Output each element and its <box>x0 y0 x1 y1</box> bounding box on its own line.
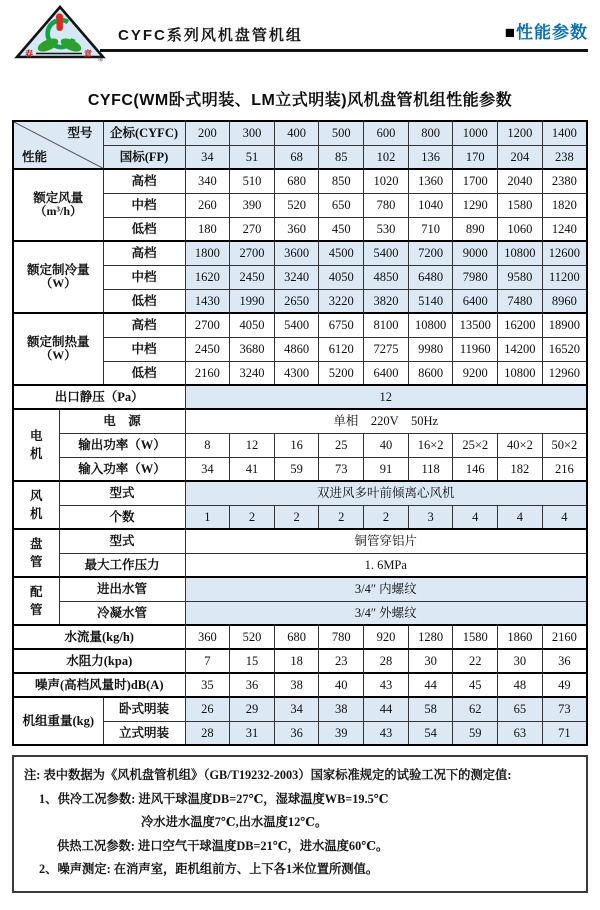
cell-value: 2650 <box>274 289 319 313</box>
cell-value: 118 <box>408 457 453 481</box>
cell-value: 146 <box>453 457 498 481</box>
cell-value: 1820 <box>542 193 587 217</box>
table-row <box>13 457 587 481</box>
cell-value: 680 <box>274 625 319 649</box>
cell-value: 10800 <box>498 361 543 385</box>
row-label: 中档 <box>103 337 185 361</box>
cell-value: 4 <box>498 505 543 529</box>
cell-value: 40 <box>364 433 409 457</box>
cell-value: 4860 <box>274 337 319 361</box>
cell-value: 920 <box>364 625 409 649</box>
cell-value: 260 <box>185 193 230 217</box>
cell-value: 2 <box>319 505 364 529</box>
cell-value: 7980 <box>453 265 498 289</box>
cell-value: 1360 <box>408 169 453 193</box>
footnote-line: 冷水进水温度7℃,出水温度12℃。 <box>141 815 328 829</box>
cell-value: 7 <box>185 649 230 673</box>
cell-value: 4300 <box>274 361 319 385</box>
cell-value: 44 <box>408 673 453 697</box>
cell-value: 710 <box>408 217 453 241</box>
cell-value: 71 <box>542 721 587 745</box>
cell-value: 51 <box>230 145 275 169</box>
cell-value: 10800 <box>498 241 543 265</box>
cell-value: 6750 <box>319 313 364 337</box>
cell-value: 12960 <box>542 361 587 385</box>
cell-value: 49 <box>542 673 587 697</box>
row-label: 噪声(高档风量时)dB(A) <box>13 673 185 697</box>
cell-value: 1800 <box>185 241 230 265</box>
cell-value: 16 <box>274 433 319 457</box>
row-label: 低档 <box>103 361 185 385</box>
svg-text:意: 意 <box>84 49 92 59</box>
cell-value: 136 <box>408 145 453 169</box>
cell-value: 2160 <box>542 625 587 649</box>
cell-value: 43 <box>364 721 409 745</box>
group-label: 风 机 <box>13 481 59 529</box>
cell-value: 1040 <box>408 193 453 217</box>
cell-value: 204 <box>498 145 543 169</box>
cell-value: 13500 <box>453 313 498 337</box>
corner-bottom-label: 性能 <box>22 149 48 164</box>
cell-value: 31 <box>230 721 275 745</box>
group-label: 电 机 <box>13 409 59 481</box>
cell-value: 510 <box>230 169 275 193</box>
cell-value: 11960 <box>453 337 498 361</box>
svg-text:®: ® <box>98 56 104 63</box>
cell-value: 73 <box>319 457 364 481</box>
cell-value: 850 <box>319 169 364 193</box>
cell-value: 1060 <box>498 217 543 241</box>
cell-value: 3240 <box>274 265 319 289</box>
cell-value: 16520 <box>542 337 587 361</box>
cell-value: 2040 <box>498 169 543 193</box>
group-label: 额定制冷量 （W） <box>13 241 103 313</box>
row-label: 个数 <box>59 505 185 529</box>
cell-value: 216 <box>542 457 587 481</box>
cell-value: 12 <box>230 433 275 457</box>
cell-value: 62 <box>453 697 498 721</box>
row-label: 低档 <box>103 217 185 241</box>
cell-value: 43 <box>364 673 409 697</box>
cell-value: 36 <box>274 721 319 745</box>
cell-value: 102 <box>364 145 409 169</box>
cell-value: 9000 <box>453 241 498 265</box>
cell-value: 38 <box>319 697 364 721</box>
cell-value: 34 <box>185 457 230 481</box>
cell-value: 40×2 <box>498 433 543 457</box>
cell-value: 450 <box>319 217 364 241</box>
cell-value: 520 <box>274 193 319 217</box>
cell-value: 1990 <box>230 289 275 313</box>
cell-value: 36 <box>542 649 587 673</box>
cell-value: 1290 <box>453 193 498 217</box>
row-label: 企标(CYFC) <box>103 121 185 145</box>
cell-value: 9580 <box>498 265 543 289</box>
row-label: 输出功率（W） <box>59 433 185 457</box>
cell-value: 1000 <box>453 121 498 145</box>
cell-value: 7275 <box>364 337 409 361</box>
cell-value: 9200 <box>453 361 498 385</box>
cell-value: 6400 <box>453 289 498 313</box>
cell-value: 650 <box>319 193 364 217</box>
cell-value: 8960 <box>542 289 587 313</box>
footnote-line: 供热工况参数: 进口空气干球温度DB=21℃，进水温度60℃。 <box>57 838 389 853</box>
row-label: 水阻力(kpa) <box>13 649 185 673</box>
cell-value: 3820 <box>364 289 409 313</box>
cell-value: 39 <box>319 721 364 745</box>
table-row <box>13 601 587 625</box>
page-title: CYFC(WM卧式明装、LM立式明装)风机盘管机组性能参数 <box>87 92 513 109</box>
cell-value: 1700 <box>453 169 498 193</box>
cell-value: 26 <box>185 697 230 721</box>
cell-value: 48 <box>498 673 543 697</box>
table-row <box>13 169 587 193</box>
cell-value: 890 <box>453 217 498 241</box>
cell-value: 28 <box>185 721 230 745</box>
cell-value: 2700 <box>185 313 230 337</box>
brand-title: CYFC系列风机盘管机组 <box>118 27 303 44</box>
cell-value: 25 <box>319 433 364 457</box>
cell-value: 1620 <box>185 265 230 289</box>
footnote-intro: 注: 表中数据为《风机盘管机组》（GB/T19232-2003）国家标准规定的试验工况下的测定值: <box>24 768 512 782</box>
cell-value: 59 <box>274 457 319 481</box>
cell-value: 680 <box>274 169 319 193</box>
cell-value: 16×2 <box>408 433 453 457</box>
section-tag-label: 性能参数 <box>516 23 588 42</box>
cell-value: 6480 <box>408 265 453 289</box>
cell-value: 30 <box>498 649 543 673</box>
cell-value: 2160 <box>185 361 230 385</box>
cell-value: 9980 <box>408 337 453 361</box>
cell-value: 4050 <box>230 313 275 337</box>
cell-value: 3 <box>408 505 453 529</box>
cell-value: 3220 <box>319 289 364 313</box>
cell-value: 18 <box>274 649 319 673</box>
cell-value: 58 <box>408 697 453 721</box>
cell-value: 12600 <box>542 241 587 265</box>
table-row <box>13 673 587 697</box>
cell-value: 6120 <box>319 337 364 361</box>
square-bullet-icon: ■ <box>504 23 516 42</box>
footnote-box <box>12 755 588 893</box>
row-label: 国标(FP) <box>103 145 185 169</box>
cell-value: 1860 <box>498 625 543 649</box>
row-label: 进出水管 <box>59 577 185 601</box>
cell-value: 18900 <box>542 313 587 337</box>
cell-value: 12 <box>185 385 587 409</box>
group-label: 机组重量(kg) <box>13 697 103 745</box>
row-label: 立式明装 <box>103 721 185 745</box>
cell-value: 5140 <box>408 289 453 313</box>
cell-value: 270 <box>230 217 275 241</box>
table-row <box>13 121 587 145</box>
cell-value: 800 <box>408 121 453 145</box>
brand-logo-icon <box>14 5 106 68</box>
footnote-line: 1、供冷工况参数: 进风干球温度DB=27℃，湿球温度WB=19.5℃ <box>39 791 389 806</box>
cell-value: 3/4″ 内螺纹 <box>185 577 587 601</box>
table-row <box>13 577 587 601</box>
cell-value: 2 <box>230 505 275 529</box>
cell-value: 22 <box>453 649 498 673</box>
cell-value: 4500 <box>319 241 364 265</box>
cell-value: 1240 <box>542 217 587 241</box>
cell-value: 5400 <box>274 313 319 337</box>
cell-value: 1400 <box>542 121 587 145</box>
cell-value: 68 <box>274 145 319 169</box>
cell-value: 38 <box>274 673 319 697</box>
cell-value: 59 <box>453 721 498 745</box>
cell-value: 23 <box>319 649 364 673</box>
table-row <box>13 409 587 433</box>
group-label: 额定风量 （m³/h） <box>13 169 103 241</box>
cell-value: 40 <box>319 673 364 697</box>
cell-value: 2450 <box>230 265 275 289</box>
cell-value: 34 <box>274 697 319 721</box>
group-label: 额定制热量 （W） <box>13 313 103 385</box>
cell-value: 3/4″ 外螺纹 <box>185 601 587 625</box>
corner-top-label: 型号 <box>67 126 93 140</box>
cell-value: 15 <box>230 649 275 673</box>
cell-value: 6400 <box>364 361 409 385</box>
cell-value: 4050 <box>319 265 364 289</box>
section-tag <box>505 18 588 43</box>
cell-value: 3240 <box>230 361 275 385</box>
cell-value: 50×2 <box>542 433 587 457</box>
row-label: 高档 <box>103 241 185 265</box>
cell-value: 1280 <box>408 625 453 649</box>
group-label: 配 管 <box>13 577 59 625</box>
cell-value: 600 <box>364 121 409 145</box>
cell-value: 单相 220V 50Hz <box>185 409 587 433</box>
cell-value: 5400 <box>364 241 409 265</box>
cell-value: 238 <box>542 145 587 169</box>
cell-value: 7480 <box>498 289 543 313</box>
cell-value: 2 <box>364 505 409 529</box>
row-label: 卧式明装 <box>103 697 185 721</box>
cell-value: 8100 <box>364 313 409 337</box>
cell-value: 4 <box>542 505 587 529</box>
table-row <box>13 241 587 265</box>
cell-value: 500 <box>319 121 364 145</box>
cell-value: 2 <box>274 505 319 529</box>
row-label: 高档 <box>103 313 185 337</box>
corner-cell <box>13 121 103 169</box>
cell-value: 1430 <box>185 289 230 313</box>
page-header <box>0 0 600 76</box>
cell-value: 360 <box>274 217 319 241</box>
cell-value: 780 <box>364 193 409 217</box>
row-label: 出口静压（Pa） <box>13 385 185 409</box>
cell-value: 180 <box>185 217 230 241</box>
row-label: 中档 <box>103 265 185 289</box>
row-label: 中档 <box>103 193 185 217</box>
cell-value: 400 <box>274 121 319 145</box>
cell-value: 300 <box>230 121 275 145</box>
cell-value: 35 <box>185 673 230 697</box>
row-label: 冷凝水管 <box>59 601 185 625</box>
cell-value: 54 <box>408 721 453 745</box>
cell-value: 25×2 <box>453 433 498 457</box>
cell-value: 36 <box>230 673 275 697</box>
cell-value: 4850 <box>364 265 409 289</box>
svg-text:春: 春 <box>25 49 33 59</box>
cell-value: 73 <box>542 697 587 721</box>
cell-value: 1200 <box>498 121 543 145</box>
cell-value: 2450 <box>185 337 230 361</box>
row-label: 低档 <box>103 289 185 313</box>
cell-value: 28 <box>364 649 409 673</box>
row-label: 水流量(kg/h) <box>13 625 185 649</box>
spec-table <box>12 120 588 746</box>
row-label: 电 源 <box>59 409 185 433</box>
cell-value: 16200 <box>498 313 543 337</box>
cell-value: 1. 6MPa <box>185 553 587 577</box>
row-label: 型式 <box>59 529 185 553</box>
cell-value: 340 <box>185 169 230 193</box>
cell-value: 45 <box>453 673 498 697</box>
cell-value: 8600 <box>408 361 453 385</box>
group-label: 盘 管 <box>13 529 59 577</box>
table-row <box>13 625 587 649</box>
header-rule <box>100 49 588 52</box>
cell-value: 11200 <box>542 265 587 289</box>
cell-value: 34 <box>185 145 230 169</box>
cell-value: 780 <box>319 625 364 649</box>
cell-value: 1 <box>185 505 230 529</box>
table-row <box>13 433 587 457</box>
table-row <box>13 529 587 553</box>
row-label: 最大工作压力 <box>59 553 185 577</box>
cell-value: 4 <box>453 505 498 529</box>
cell-value: 530 <box>364 217 409 241</box>
cell-value: 85 <box>319 145 364 169</box>
cell-value: 170 <box>453 145 498 169</box>
cell-value: 10800 <box>408 313 453 337</box>
cell-value: 63 <box>498 721 543 745</box>
cell-value: 520 <box>230 625 275 649</box>
cell-value: 29 <box>230 697 275 721</box>
cell-value: 2700 <box>230 241 275 265</box>
cell-value: 3680 <box>230 337 275 361</box>
footnote-line: 2、噪声测定: 在消声室，距机组前方、上下各1米位置所测值。 <box>39 862 379 876</box>
cell-value: 41 <box>230 457 275 481</box>
table-row <box>13 553 587 577</box>
footnote-prefix: 注: <box>24 768 41 782</box>
cell-value: 8 <box>185 433 230 457</box>
cell-value: 1020 <box>364 169 409 193</box>
cell-value: 200 <box>185 121 230 145</box>
cell-value: 3600 <box>274 241 319 265</box>
row-label: 输入功率（W） <box>59 457 185 481</box>
cell-value: 91 <box>364 457 409 481</box>
cell-value: 1580 <box>498 193 543 217</box>
cell-value: 双进风多叶前倾离心风机 <box>185 481 587 505</box>
cell-value: 65 <box>498 697 543 721</box>
table-row <box>13 385 587 409</box>
table-row <box>13 313 587 337</box>
cell-value: 2380 <box>542 169 587 193</box>
cell-value: 铜管穿铝片 <box>185 529 587 553</box>
cell-value: 390 <box>230 193 275 217</box>
cell-value: 14200 <box>498 337 543 361</box>
cell-value: 1580 <box>453 625 498 649</box>
cell-value: 182 <box>498 457 543 481</box>
row-label: 高档 <box>103 169 185 193</box>
cell-value: 30 <box>408 649 453 673</box>
cell-value: 360 <box>185 625 230 649</box>
table-row <box>13 505 587 529</box>
cell-value: 7200 <box>408 241 453 265</box>
table-row <box>13 697 587 721</box>
row-label: 型式 <box>59 481 185 505</box>
table-row <box>13 481 587 505</box>
cell-value: 44 <box>364 697 409 721</box>
table-row <box>13 649 587 673</box>
cell-value: 5200 <box>319 361 364 385</box>
